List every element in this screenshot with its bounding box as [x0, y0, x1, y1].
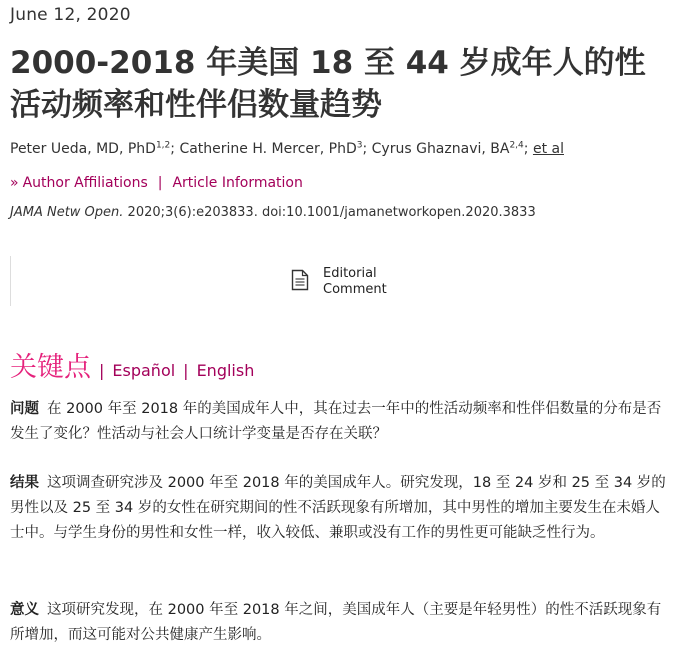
publication-date: June 12, 2020	[10, 5, 131, 25]
language-link-english[interactable]: English	[196, 361, 255, 380]
author-list: Peter Ueda, MD, PhD$^{1,2}$; Catherine H. Mercer, PhD$^3$; Cyrus Ghaznavi, BA$^{2,4}$; et al	[10, 140, 564, 157]
article-title: 2000-2018 年美国 18 至 44 岁成年人的性活动频率和性伴侣数量趋势	[10, 45, 646, 123]
key-point-meaning	[10, 598, 668, 648]
key-points-heading	[10, 345, 254, 384]
chevron-double-right-icon: »	[10, 175, 19, 191]
author-name[interactable]: Cyrus Ghaznavi, BA	[371, 141, 510, 157]
link-separator: |	[157, 175, 163, 191]
author-affiliation-sup: 1,2	[155, 140, 171, 151]
author-name[interactable]: Peter Ueda, MD, PhD	[10, 141, 156, 157]
citation	[10, 205, 536, 220]
author-affiliation-sup: 3	[356, 140, 363, 151]
key-point-text: 这项调查研究涉及 2000 年至 2018 年的美国成年人。研究发现，18 至 24 岁和 25 至 34 岁的男性以及 25 至 34 岁的女性在研究期间的性不活跃现象有所增加，其中男性的增加主要发生在未婚人士中。与学生身份的男性和女性一样，收入较低、兼职或没有工作的男性更可能缺乏性行为。	[10, 475, 666, 541]
citation-details: 2020;3(6):e203833. doi:10.1001/jamanetworkopen.2020.3833	[123, 205, 536, 220]
et-al-link[interactable]: et al	[532, 141, 564, 157]
editorial-comment-link[interactable]	[323, 266, 403, 298]
key-point-findings	[10, 471, 668, 546]
author-affiliations-label: Author Affiliations	[22, 175, 148, 191]
author-affiliations-link[interactable]	[10, 175, 148, 191]
article-links	[10, 175, 303, 191]
key-point-label: 结果	[10, 475, 39, 491]
author-name[interactable]: Catherine H. Mercer, PhD	[179, 141, 357, 157]
citation-journal: JAMA Netw Open.	[10, 205, 124, 220]
key-point-text: 在 2000 年至 2018 年的美国成年人中，其在过去一年中的性活动频率和性伴侣数量的分布是否发生了变化？性活动与社会人口统计学变量是否存在关联？	[10, 401, 662, 442]
editorial-comment-panel	[10, 256, 673, 306]
language-link-espanol[interactable]: Español	[112, 361, 176, 380]
key-points-title: 关键点	[10, 352, 91, 383]
key-point-question	[10, 397, 668, 447]
editorial-label-line1: Editorial	[323, 266, 377, 281]
document-icon[interactable]	[291, 269, 309, 291]
author-affiliation-sup: 2,4	[509, 140, 524, 151]
language-separator: |	[183, 361, 189, 380]
language-separator: |	[99, 361, 105, 380]
article-information-link[interactable]: Article Information	[172, 175, 303, 191]
key-point-label: 意义	[10, 602, 39, 618]
key-point-text: 这项研究发现，在 2000 年至 2018 年之间，美国成年人（主要是年轻男性）的性不活跃现象有所增加，而这可能对公共健康产生影响。	[10, 602, 662, 643]
key-point-label: 问题	[10, 401, 39, 417]
editorial-label-line2: Comment	[323, 282, 387, 297]
